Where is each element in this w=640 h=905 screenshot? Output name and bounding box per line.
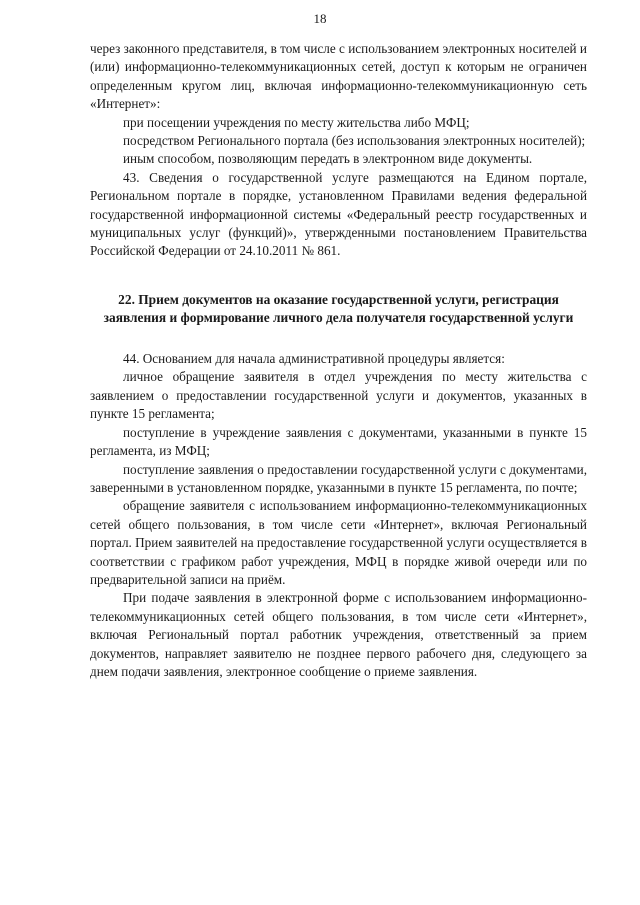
paragraph-43: 43. Сведения о государственной услуге размещаются на Едином портале, Региональном портале в порядке, установленном Правилами ведения федеральной государственной информационной системы «Федеральный реестр государственных и муниципальных услуг (функций)», утвержденными постановлением Правительства Российской Федерации от 24.10.2011 № 861. — [90, 169, 587, 259]
paragraph-online-appeal: обращение заявителя с использованием информационно-телекоммуникационных сетей общего пользования, в том числе сети «Интернет», включая Региональный портал. Прием заявителей на предоставление государственной услуги осуществляется в соответствии с графиком работ учреждения, МФЦ в порядке живой очереди или по предварительной записи на приём. — [90, 498, 587, 587]
paragraph-portal: посредством Регионального портала (без использования электронных носителей); — [123, 133, 586, 149]
paragraph-continuation: через законного представителя, в том числе с использованием электронных носителей и (или) информационно-телекоммуникационных сетей, доступ к которым не ограничен определенным кругом лиц, включая информационно-телекоммуникационную сеть «Интернет»: — [90, 41, 587, 112]
document-body — [90, 40, 587, 681]
paragraph-visit: при посещении учреждения по месту жительства либо МФЦ; — [123, 114, 470, 130]
paragraph-by-mail: поступление заявления о предоставлении государственной услуги с документами, заверенными в установленном порядке, указанными в пункте 15 регламента, по почте; — [90, 461, 587, 495]
section-title: 22. Прием документов на оказание государственной услуги, регистрация заявления и формирование личного дела получателя государственной услуги — [103, 291, 574, 326]
paragraph-from-mfc: поступление в учреждение заявления с документами, указанными в пункте 15 регламента, из МФЦ; — [90, 424, 587, 459]
paragraph-44: 44. Основанием для начала административной процедуры является: — [123, 351, 505, 367]
paragraph-electronic-submission: При подаче заявления в электронной форме с использованием информационно-телекоммуникационных сетей общего пользования, в том числе сети «Интернет», включая Региональный портал работник учреждения, ответственный за прием документов, направляет заявителю не позднее первого рабочего дня, следующего за днем подачи заявления, электронное сообщение о приеме заявления. — [90, 590, 587, 679]
page-number: 18 — [313, 11, 327, 26]
paragraph-personal-appeal: личное обращение заявителя в отдел учреждения по месту жительства с заявлением о предоставлении государственной услуги и документов, указанных в пункте 15 регламента; — [90, 369, 587, 422]
paragraph-other-method: иным способом, позволяющим передать в электронном виде документы. — [123, 151, 533, 167]
